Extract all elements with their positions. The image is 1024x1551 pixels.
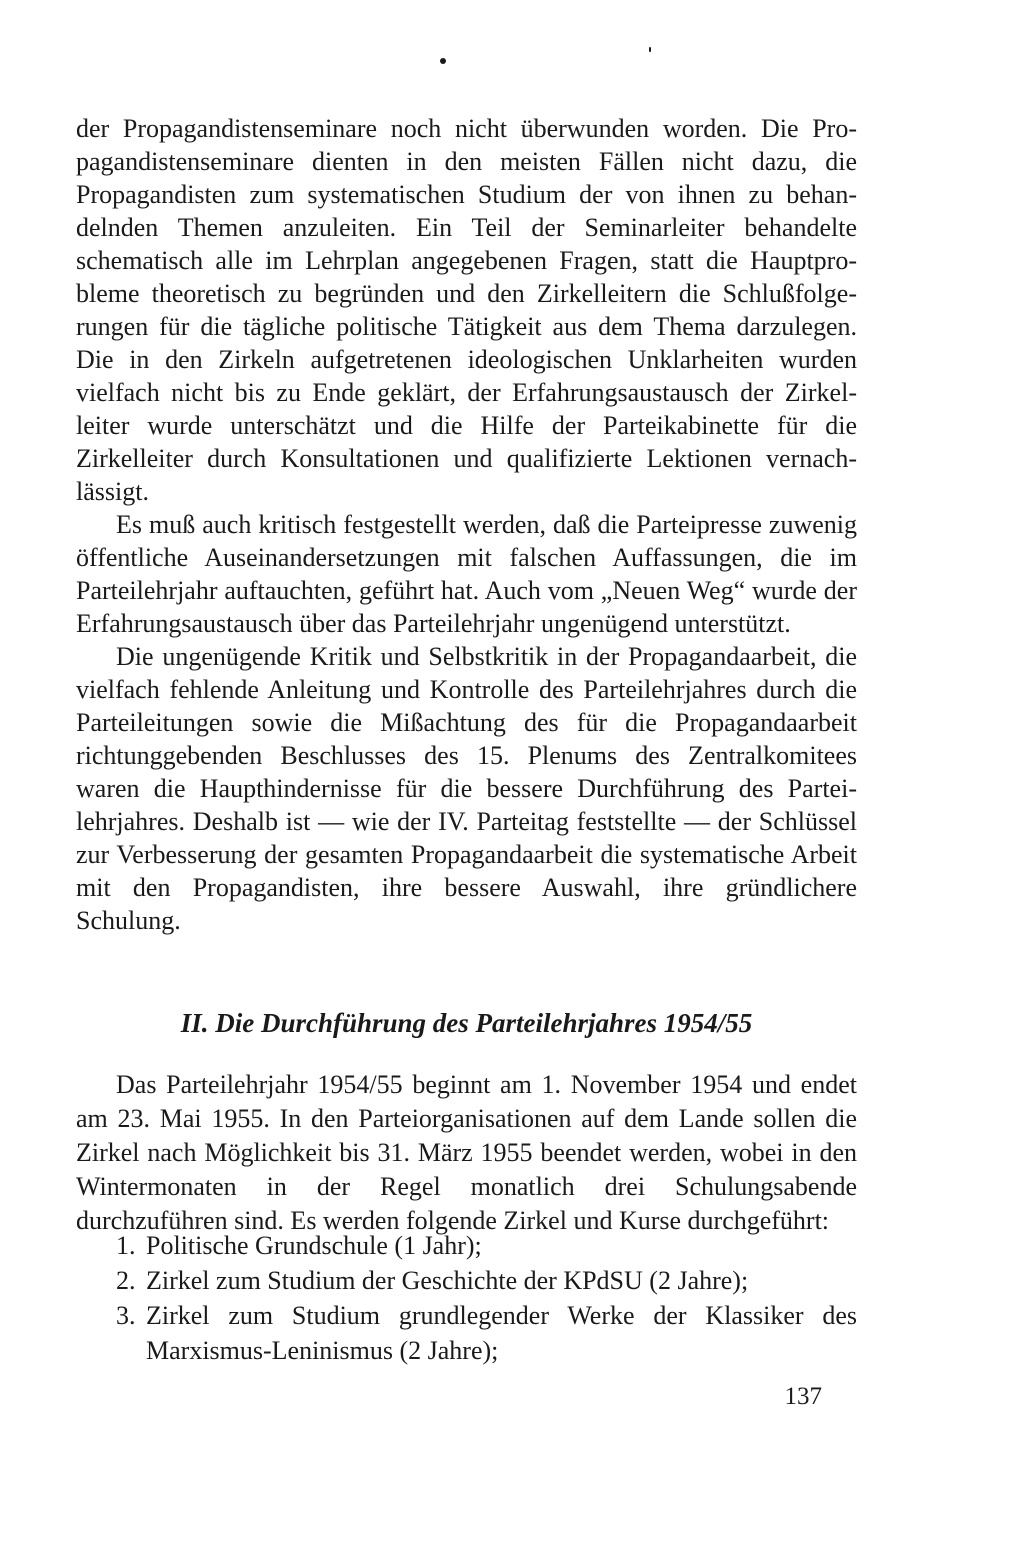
course-list xyxy=(76,1228,857,1368)
document-page xyxy=(76,0,857,1551)
paragraph-kritik: Die ungenügende Kritik und Selbstkritik in der Propagandaarbeit, die vielfach fehlende Anleitung und Kontrolle des Parteilehrjahres durch die Parteileitungen sowie die Mißachtung des für die Propagandaarbeit richtunggebenden Beschlusses des 15. Plenums des Zentralkomitees waren die Haupthindernisse für die bessere Durchführung des Parteilehrjahres. Deshalb ist — wie der IV. Parteitag feststellte — der Schlüssel zur Verbesserung der gesamten Propagandaarbeit die systematische Arbeit mit den Propagandisten, ihre bessere Auswahl, ihre gründlichere Schulung. xyxy=(76,642,857,935)
list-item-text: Politische Grundschule (1 Jahr); xyxy=(146,1231,482,1260)
section-heading: II. Die Durchführung des Parteilehrjahres 1954/55 xyxy=(180,1008,753,1038)
list-item-text: Zirkel zum Studium der Geschichte der KPdSU (2 Jahre); xyxy=(146,1266,749,1295)
paragraph-continuation: der Propagandistenseminare noch nicht überwunden worden. Die Propagandistenseminare dienten in den meisten Fällen nicht dazu, die Propagandisten zum systematischen Studium der von ihnen zu behandelnden Themen anzuleiten. Ein Teil der Seminarleiter behandelte schematisch alle im Lehrplan angegebenen Fragen, statt die Hauptprobleme theoretisch zu begründen und den Zirkelleitern die Schlußfolgerungen für die tägliche politische Tätigkeit aus dem Thema darzulegen. Die in den Zirkeln aufgetretenen ideologischen Unklarheiten wurden vielfach nicht bis zu Ende geklärt, der Erfahrungsaustausch der Zirkelleiter wurde unterschätzt und die Hilfe der Parteikabinette für die Zirkelleiter durch Konsultationen und qualifizierte Lektionen vernachlässigt. xyxy=(76,114,857,506)
list-item-number: 2. xyxy=(116,1266,136,1295)
body-text-section xyxy=(76,1068,857,1238)
print-speck-tick xyxy=(649,47,651,52)
list-item-number: 1. xyxy=(116,1231,136,1260)
page-number: 137 xyxy=(784,1383,822,1410)
list-item-number: 3. xyxy=(116,1301,136,1330)
list-item xyxy=(76,1228,857,1263)
paragraph-parteipresse: Es muß auch kritisch festgestellt werden, daß die Parteipresse zuwenig öffentliche Auseinandersetzungen mit falschen Auffassungen, die im Parteilehrjahr auftauchten, geführt hat. Auch vom „Neuen Weg“ wurde der Erfahrungsaustausch über das Parteilehrjahr ungenügend unterstützt. xyxy=(76,510,857,638)
list-item xyxy=(76,1263,857,1298)
paragraph-schedule: Das Parteilehrjahr 1954/55 beginnt am 1. November 1954 und endet am 23. Mai 1955. In den Parteiorganisationen auf dem Lande sollen die Zirkel nach Möglichkeit bis 31. März 1955 beendet werden, wobei in den Wintermonaten in der Regel monatlich drei Schulungsabende durchzuführen sind. Es werden folgende Zirkel und Kurse durchgeführt: xyxy=(76,1070,857,1235)
list-item xyxy=(76,1298,857,1368)
list-item-text: Zirkel zum Studium grundlegender Werke der Klassiker des Marxismus-Leninismus (2 Jahre); xyxy=(146,1301,857,1365)
body-text-top xyxy=(76,112,857,937)
print-speck-dot xyxy=(440,58,446,64)
